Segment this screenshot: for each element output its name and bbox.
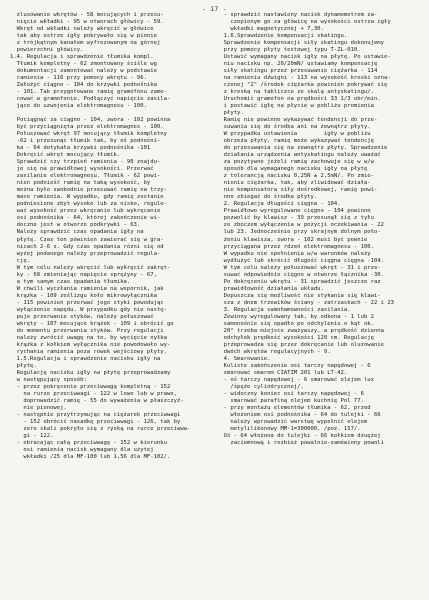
text-line: - sprawdzić nastawiony nacisk dynamometrem za- xyxy=(217,12,378,18)
text-line: nie kompensatora siły dośrodkowej, ramię powi- xyxy=(217,187,378,194)
text-line: cować w gramofonie. Podłączyć napięcie zasila- xyxy=(10,96,171,103)
text-line: nięcie wkładki - 95 w otworach główicy - 59. xyxy=(10,19,164,26)
right-text-column xyxy=(217,12,417,447)
text-line: Należy sprawdzić czas opadania igły na xyxy=(10,229,144,236)
text-line: wkładki magnetycznej + 7,30. xyxy=(217,26,324,33)
text-line: metylilikonowy MM-1=300000, /poz. 157/. xyxy=(217,425,361,432)
text-line: przy pomocy płyty testowej typu T-ZL-010. xyxy=(217,47,361,54)
text-line: cję. xyxy=(10,257,31,264)
text-line: z kreską na tabliczce ze skalą antyskatingu/. xyxy=(217,89,374,96)
text-line: krążka - 109 ześlizgu koło mikrowyłącznika xyxy=(10,292,157,299)
text-line: Kuliste zakończenie osi tarczy napędowej - 6 xyxy=(217,362,371,369)
text-line: gi - 122. xyxy=(10,432,54,439)
text-line: być przyciągnięta przez elektromagnes - 100. xyxy=(10,124,164,131)
text-line: prawidłowość działania układu. xyxy=(217,285,324,292)
text-line: 2. Regulacja długości cięgna - 104. xyxy=(217,201,341,208)
text-line: 1.5.Regulacja i sprawdzenie nacisku igły na xyxy=(10,355,161,362)
text-line: mace ramienia. W wypadku, gdy ramię zostanie xyxy=(10,194,164,201)
text-line: W tym celu należy wkręcić lub wykręcić zakręt- xyxy=(10,264,171,271)
text-line: - 152 obrócić nasadkę przeciwwagi - 126, tak by xyxy=(10,418,181,425)
text-line: sza z dnem trzewików ściany - zatrzaskach - 22 i 23 xyxy=(217,299,394,306)
text-line: Po dokręceniu wkrętu - 31 sprawdzić jeszcze raz xyxy=(217,278,381,285)
text-line: Sprawdzić czy trzpień ramienia - 90 znajdu- xyxy=(10,159,161,166)
text-line: podniesione zbyt wysoko lub za nisko, regulo- xyxy=(10,201,167,208)
text-line: czepionym go za główicę na wysokości ostrza igły xyxy=(217,19,391,26)
text-line: - oś tarczy napędowej - 6 smarować olejem lux xyxy=(217,376,374,383)
text-line: dwóch wkrętów regulacyjnych - 9. xyxy=(217,348,331,355)
text-line: 1.6.Sprawdzenie kompensacji skatingu. xyxy=(217,33,348,40)
text-line: ze zboczem wyłączenia w pozycji oczekiwania - 22 xyxy=(217,222,384,229)
text-line: Uruchomić gramofon na prędkości 33 1/3 obr/min. xyxy=(217,96,381,103)
text-line: - widoczny koniec osi tarczy napędowej - 6 xyxy=(217,390,364,397)
text-line: płytę. Czas ten powinien zawierać się w gra- xyxy=(10,236,164,243)
text-line: W chwili wyczłania ramienia na wspornik, jak xyxy=(10,285,164,292)
text-line: 20° trzeba miejsce zważywszy, a prędkość dzienna xyxy=(217,327,384,334)
text-line: /śpęże cylindrycznej/. xyxy=(217,383,304,390)
text-line: siły skatingu przez przesuwanie ciężarka - 114 xyxy=(217,68,378,75)
text-line: Regulację nacisku igły na płytę przeprowadzamy xyxy=(10,369,171,376)
text-line: 4. Smarowanie. xyxy=(217,355,271,362)
text-line: ramienia - 116 przy pomocy wkrętu - 96. xyxy=(10,75,147,82)
text-line: włożeniem osi podnośnika - 64 do tulejki - 66 xyxy=(217,411,381,418)
text-line: nien podnieść ramię na taką wysokość, by xyxy=(10,180,151,187)
text-line: -62 i przesunąć tłumik tak, by oś podnośni- xyxy=(10,138,161,145)
text-line: Prawidłowo wyregulowane cięgno - 104 powinno xyxy=(217,208,371,215)
text-line: suwać odpowiednio cięgno w otworze łącznika -30. xyxy=(217,271,384,278)
text-line: działania urządzenia antyskatingu należy uważać xyxy=(217,152,381,159)
text-line: - obracając całą przeciwwagę - 152 w kierunku xyxy=(10,439,167,446)
text-line: Wkręt od wkładki należy wkręcić w główice xyxy=(10,26,154,33)
text-line: rychania ramienia poza rowek wejściowy płyty. xyxy=(10,348,167,355)
text-line: W tym celu należy połuszować wkręt - 31 i prze- xyxy=(217,264,381,271)
text-line: - 115 powinien przerwać jego styki powodując xyxy=(10,299,164,306)
text-line: nicach 2-6 s. Gdy czas opadania różni się od xyxy=(10,243,164,250)
text-line: suwania się do środka ani na zewnątrz płyty. xyxy=(217,124,371,131)
text-line: Oś - 64 włożona do tulejki - 66 kołkiem dzuężej xyxy=(217,432,381,439)
text-line: z trójkątnym kanałem wyfrezowanym na górnej xyxy=(10,40,161,47)
text-line: smarować parafiną olejem kuchnię Pol 77. xyxy=(217,397,364,404)
text-line: odchyłek prędkość wysokości 120 cm. Regulację xyxy=(217,334,374,341)
text-line: - 101. Tak przygotowane ramię gramofonu zamo- xyxy=(10,89,167,96)
text-line: czonej "2" /środek ciężarka powinien pokrywać się xyxy=(217,82,388,89)
text-line: przeprowadza się przez dokręcanie lub oluzowanie xyxy=(217,341,384,348)
text-line: i postawić igłę na płycie w pobliżu promienia xyxy=(217,103,374,110)
text-line: przyciągana przez rdzeń elektromagnesu - 100. xyxy=(217,243,374,250)
text-line: za pozytywne jeżeli ramię zachowuje się w w/w xyxy=(217,159,374,166)
text-line: można było swobodnie przesuwać ramię na trzy- xyxy=(10,187,167,194)
text-line: zaciemnową i rozbież powalnie-zamówiony powoli xyxy=(217,439,384,446)
text-line: - następnie przytrzymując na ciężarek przeciwwagi xyxy=(10,411,181,418)
text-line: doczne jest w otworze podkrywki - 63. xyxy=(10,222,141,229)
text-line: tak aby ostrze igły pokrywało się w pionie xyxy=(10,33,157,40)
text-line: nieniu ciężarka, tak, aby zliwidować działa- xyxy=(217,180,371,187)
text-line: Ustawić wymagany nacisk igły na płytę. Po ustawie- xyxy=(217,54,391,61)
text-line: Pociągnąć za ciągno - 104, zwora - 102 powinna xyxy=(10,117,171,124)
text-line: puje przerwanie styków, należy połuszować xyxy=(10,313,154,320)
text-line: płytę. xyxy=(10,362,37,369)
text-line: osi podnośnika - 64, której zakończenie wi- xyxy=(10,215,161,222)
text-line: Tłumik kompletny - 62 zmontowany ściśle wg xyxy=(10,61,157,68)
text-line: obrzeża płyty, ramię może wykazywać tendencję xyxy=(217,138,374,145)
text-line: - przy montażu elementów tłumika - 62, przed xyxy=(217,404,371,411)
text-line: wkładki /25 dla MF-100 lub 1,56 dla MF-102/. xyxy=(10,453,171,460)
text-line: pozwolić by klawisz - 39 przesunął się z tyłu xyxy=(217,215,374,222)
text-line: płyty. xyxy=(217,110,244,117)
text-line: osi ramienia nacisk wymagany dla użytej xyxy=(10,446,154,453)
text-line: żeniu klawisza, zwora - 102 musi być pewnie xyxy=(217,236,368,243)
text-line: niu nacisku np. 20/20mN/ ustawiamy kompensację xyxy=(217,61,378,68)
text-line: na ramieniu dźwigni - 113 na wysokość kreski ozna- xyxy=(217,75,391,82)
text-line: a tym samym czas opadania tłumika. xyxy=(10,278,131,285)
text-line: na rurze przeciwwagi - 122 w lewo lub w prawo, xyxy=(10,390,177,397)
text-line: doprowadzić ramię - 55 do wyważenia w płaszczyź- xyxy=(10,397,184,404)
text-line: W przypadku ustawienia igły w pobliżu xyxy=(217,131,371,138)
text-line: jące do uzwojenia elektromagnesu - 100. xyxy=(10,103,147,110)
text-line: samonośnie się opadło po odchyleniu o kąt ok. xyxy=(217,320,374,327)
text-line: W wypadku nie spełnienia w/w warunków należy xyxy=(217,250,371,257)
text-line: do momentu przerwania styków. Przy regulacji xyxy=(10,327,164,334)
text-line: należy zwrócić uwagę na to, by wycięcie nyłka xyxy=(10,334,167,341)
text-line: zasilanie elektromagnesu. Tłumik - 62 powi- xyxy=(10,173,161,180)
text-line: w następujący sposób: xyxy=(10,376,87,383)
text-line: ky - 68 zmieniając napięcie sprężyny - 67, xyxy=(10,271,157,278)
text-line: z tolerancją nacisku 0,25N ± 2,5mN/. Po zmie- xyxy=(217,173,374,180)
text-line: nno zbiegać do środka płyty. xyxy=(217,194,318,201)
text-line: zero skali pokryło się z ryską na rurce przeciwwa- xyxy=(10,425,191,432)
text-line: Ramię nie powinno wykazywać tendencji do prze- xyxy=(217,117,378,124)
left-text-column xyxy=(10,12,210,461)
text-line: Założyć ciągno - 104 do krzywki podnośnika xyxy=(10,82,157,89)
text-line: dokumentacji zamontować należy w podstawie xyxy=(10,68,157,75)
text-line: smarować smarem CIATIM 201 lub LT-42. xyxy=(217,369,348,376)
text-line: ka - 64 dotykała krzywki podnośnika -101 xyxy=(10,145,151,152)
text-line: Dokręcić wkręt mocujący tłumik. xyxy=(10,152,121,159)
text-line: Zewinny wyregulowany tak, by odkona - 1 lub 2 xyxy=(217,313,374,320)
text-line: powierzchni główicy. xyxy=(10,47,84,54)
text-line: wać wysokość przez wkręcanie lub wykręcanie xyxy=(10,208,161,215)
page-number: - 17 - xyxy=(202,6,227,13)
text-line: zlusowanie wkrętów - 58 mocujących i przesu- xyxy=(10,12,164,18)
text-line: wyłączenie napędu. W przypadku gdy nie nastę- xyxy=(10,306,167,313)
text-line: należy wprowadzić warstwę wypełnić olejem xyxy=(217,418,368,425)
text-line: je się na prawidłowej wysokości. Przerwać xyxy=(10,166,154,173)
text-line: wkręty - 107 mocujące krążek - 109 i obrócić go xyxy=(10,320,174,327)
text-line: Połuszować wkręt 97 mocujący tłumik kompletny xyxy=(10,131,167,138)
text-line: lub 23. Jednocześnie przy skrajnym dolnym poło- xyxy=(217,229,381,236)
text-line: 3. Regulacja samohamowności zasilania. xyxy=(217,306,351,313)
text-line: 1.4. Regulacja i sprawdzenie tłumika kompl. xyxy=(10,54,154,61)
text-line: Dopuszcza się możliwość nie stykania się klawi- xyxy=(217,292,381,299)
text-line: sposób dla wymaganego nacisku igły na płytę xyxy=(217,166,368,173)
text-line: nie pionowej. xyxy=(10,404,67,411)
text-line: wydłużyć lub skrócić długość cięgna cięgna -104. xyxy=(217,257,384,264)
text-line: wyżej podanego należy przeprowadzić regula- xyxy=(10,250,161,257)
text-line: krążka z kołkiem wyłącznika nie powodowało wy- xyxy=(10,341,171,348)
text-line: - przez pokręcenie przeciwwagą kompletną - 152 xyxy=(10,383,171,390)
text-line: Sprawdzenie kompensacji siły skatingu dokonujemy xyxy=(217,40,384,47)
text-line: do przesuwania się na zewnątrz płyty. Sprawdzenie xyxy=(217,145,388,152)
